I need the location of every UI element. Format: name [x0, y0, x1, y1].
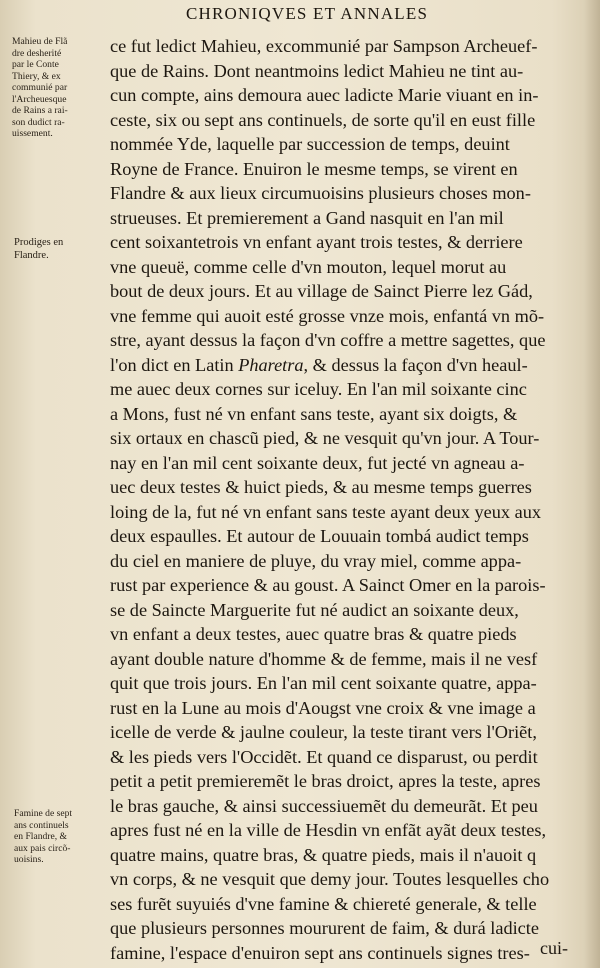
body-line: rust en la Lune au mois d'Aougst vne croix & vne image a — [110, 697, 536, 718]
body-line: vne femme qui auoit esté grosse vnze mois, enfantá vn mõ- — [110, 305, 545, 326]
body-line: rust par experience & au goust. A Sainct Omer en la parois- — [110, 575, 546, 595]
body-line: vn enfant a deux testes, auec quatre bras & quatre pieds — [110, 624, 517, 644]
body-line: apres fust né en la ville de Hesdin vn enfãt ayãt deux testes, — [110, 820, 547, 840]
body-line: icelle de verde & jaulne couleur, la teste tirant vers l'Oriẽt, — [110, 722, 537, 742]
margin-note-prodiges: Prodiges en Flandre. — [14, 237, 64, 261]
catchword: cui- — [540, 938, 568, 958]
body-line: uec deux testes & huict pieds, & au mesme temps guerres — [110, 477, 532, 497]
body-line: se de Saincte Marguerite fut né audict an soixante deux, — [110, 599, 519, 620]
body-line: ayant double nature d'homme & de femme, mais il ne vesf — [110, 648, 538, 669]
body-line: ce fut ledict Mahieu, excommunié par Sampson Archeuef- — [110, 36, 538, 56]
body-line: cun compte, ains demoura auec ladicte Marie viuant en in- — [110, 85, 539, 105]
body-line: vn corps, & ne vesquit que demy jour. Toutes lesquelles cho — [110, 869, 550, 889]
body-text — [110, 34, 572, 965]
body-line: Flandre & aux lieux circumuoisins plusieurs choses mon- — [110, 183, 531, 203]
body-line: Royne de France. Enuiron le mesme temps, se virent en — [110, 158, 518, 179]
body-line: quit que trois jours. En l'an mil cent soixante quatre, appa- — [110, 673, 537, 693]
body-line: loing de la, fut né vn enfant sans teste ayant deux yeux aux — [110, 501, 542, 522]
body-line: que plusieurs personnes moururent de faim, & durá ladicte — [110, 918, 539, 938]
body-line: famine, l'espace d'enuiron sept ans continuels signes tres- — [110, 942, 530, 963]
body-line: petit a petit premieremẽt le bras droict, apres la teste, apres — [110, 771, 541, 791]
body-line: ses furẽt suyuiés d'vne famine & chiereté generale, & telle — [110, 893, 537, 914]
body-line: bout de deux jours. Et au village de Sainct Pierre lez Gád, — [110, 281, 533, 301]
body-line: nommée Yde, laquelle par succession de temps, deuint — [110, 134, 510, 154]
body-line: cent soixantetrois vn enfant ayant trois testes, & derriere — [110, 232, 523, 252]
body-line: deux espaulles. Et autour de Louuain tombá audict temps — [110, 526, 529, 546]
body-line: strueuses. Et premierement a Gand nasquit en l'an mil — [110, 207, 504, 228]
body-line: six ortaux en chascũ pied, & ne vesquit qu'vn jour. A Tour- — [110, 428, 540, 448]
body-line: l'on dict en Latin Pharetra, & dessus la façon d'vn heaul- — [110, 354, 528, 375]
body-line: nay en l'an mil cent soixante deux, fut jecté vn agneau a- — [110, 452, 525, 473]
body-line: stre, ayant dessus la façon d'vn coffre a mettre sagettes, que — [110, 330, 546, 350]
body-line: a Mons, fust né vn enfant sans teste, ayant six doigts, & — [110, 403, 518, 424]
margin-note-famine: Famine de sept ans continuels en Flandre, & aux pais circõ- uoisins. — [14, 808, 73, 865]
body-line: ceste, six ou sept ans continuels, de sorte qu'il en eust fille — [110, 109, 536, 130]
body-line: du ciel en maniere de pluye, du vray miel, comme appa- — [110, 550, 522, 571]
body-line: vne queuë, comme celle d'vn mouton, lequel morut au — [110, 256, 507, 277]
body-line: me auec deux cornes sur iceluy. En l'an mil soixante cinc — [110, 379, 527, 399]
body-line: & les pieds vers l'Occidẽt. Et quand ce disparust, ou perdit — [110, 746, 538, 767]
running-title: CHRONIQVES ET ANNALES — [186, 4, 429, 23]
body-line: le bras gauche, & ainsi successiuemẽt du demeurãt. Et peu — [110, 795, 538, 816]
page-edge-shadow — [584, 0, 600, 968]
body-line: quatre mains, quatre bras, & quatre pieds, mais il n'auoit q — [110, 844, 537, 865]
margin-note-excommunication: Mahieu de Flã dre desherité par le Conte Thiery, & ex communié par l'Archeuesque de Rains a rai- son dudict ra- uissement. — [12, 36, 68, 139]
body-line: que de Rains. Dont neantmoins ledict Mahieu ne tint au- — [110, 60, 524, 81]
